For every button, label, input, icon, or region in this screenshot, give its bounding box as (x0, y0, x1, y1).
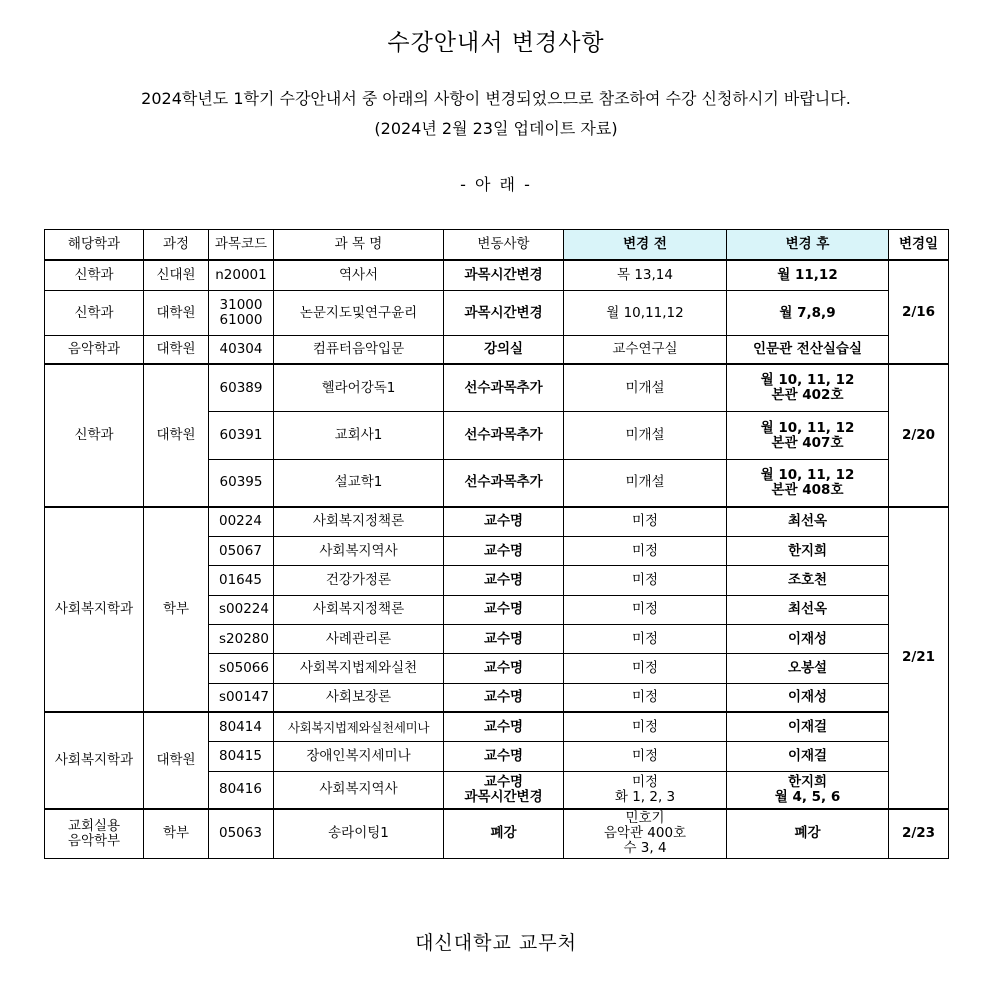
update-note: (2024년 2월 23일 업데이트 자료) (374, 119, 618, 138)
after-line: 본관 408호 (771, 481, 844, 498)
cell-before (564, 809, 727, 859)
cell-name: 사회복지법제와실천세미나 (274, 712, 444, 741)
cell-code: n20001 (209, 260, 274, 290)
cell-change: 선수과목추가 (444, 364, 564, 412)
cell-date: 2/20 (889, 364, 949, 507)
cell-change: 교수명 (444, 654, 564, 683)
table-row (45, 260, 949, 290)
table-row (45, 290, 949, 336)
cell-dept: 사회복지학과 (45, 712, 144, 808)
change-line: 과목시간변경 (464, 788, 543, 805)
header-course: 과정 (144, 230, 209, 260)
cell-after: 최선옥 (727, 507, 889, 536)
cell-change: 교수명 (444, 712, 564, 741)
cell-change: 선수과목추가 (444, 459, 564, 507)
cell-date: 2/16 (889, 260, 949, 364)
cell-after: 폐강 (727, 809, 889, 859)
cell-change: 교수명 (444, 595, 564, 624)
cell-after (727, 412, 889, 460)
cell-after: 조호천 (727, 566, 889, 595)
cell-dept: 신학과 (45, 260, 144, 290)
cell-after: 인문관 전산실습실 (727, 336, 889, 364)
cell-course: 학부 (144, 809, 209, 859)
cell-code (209, 290, 274, 336)
cell-code: 05063 (209, 809, 274, 859)
cell-after: 이재성 (727, 683, 889, 712)
below-label: - 아 래 - (460, 175, 532, 194)
cell-after: 이재걸 (727, 742, 889, 771)
page-title: 수강안내서 변경사항 (387, 30, 605, 56)
cell-name: 역사서 (274, 260, 444, 290)
cell-code: s00224 (209, 595, 274, 624)
cell-date: 2/23 (889, 809, 949, 859)
cell-code: 60389 (209, 364, 274, 412)
cell-after (727, 459, 889, 507)
cell-course: 학부 (144, 507, 209, 713)
cell-before: 미정 (564, 712, 727, 741)
cell-code: 05067 (209, 536, 274, 565)
cell-code: 80416 (209, 771, 274, 808)
header-code: 과목코드 (209, 230, 274, 260)
cell-dept: 신학과 (45, 364, 144, 507)
before-line: 음악관 400호 (603, 825, 687, 842)
code-line: 31000 (219, 297, 263, 314)
cell-name: 논문지도및연구윤리 (274, 290, 444, 336)
cell-before (564, 771, 727, 808)
cell-change: 교수명 (444, 566, 564, 595)
cell-code: 60395 (209, 459, 274, 507)
cell-course: 대학원 (144, 712, 209, 808)
cell-before: 미정 (564, 654, 727, 683)
cell-code: 01645 (209, 566, 274, 595)
cell-change: 과목시간변경 (444, 290, 564, 336)
notice-text: 2024학년도 1학기 수강안내서 중 아래의 사항이 변경되었으므로 참조하여 수강 신청하시기 바랍니다. (141, 89, 851, 108)
before-line: 민호기 (625, 810, 665, 827)
cell-code: s05066 (209, 654, 274, 683)
cell-code: s20280 (209, 624, 274, 653)
header-name: 과 목 명 (274, 230, 444, 260)
cell-name: 송라이팅1 (274, 809, 444, 859)
cell-before: 미정 (564, 566, 727, 595)
after-line: 월 10, 11, 12 (760, 419, 855, 436)
cell-after: 이재성 (727, 624, 889, 653)
cell-dept: 신학과 (45, 290, 144, 336)
cell-code: 60391 (209, 412, 274, 460)
after-line: 한지희 (787, 773, 828, 790)
cell-name: 사회복지정책론 (274, 595, 444, 624)
dept-line: 음악학부 (67, 832, 121, 849)
table-row (45, 364, 949, 412)
before-line: 화 1, 2, 3 (614, 788, 676, 805)
cell-change: 교수명 (444, 507, 564, 536)
after-line: 본관 402호 (771, 387, 844, 404)
before-line: 수 3, 4 (623, 840, 667, 857)
cell-change: 폐강 (444, 809, 564, 859)
header-after: 변경 후 (727, 230, 889, 260)
cell-after: 월 11,12 (727, 260, 889, 290)
cell-change: 교수명 (444, 742, 564, 771)
cell-before: 미정 (564, 507, 727, 536)
cell-code: 80414 (209, 712, 274, 741)
cell-change: 교수명 (444, 624, 564, 653)
cell-name: 사회복지법제와실천 (274, 654, 444, 683)
before-line: 미정 (631, 773, 659, 790)
change-line: 교수명 (483, 773, 524, 790)
after-line: 본관 407호 (771, 434, 844, 451)
cell-before: 미정 (564, 624, 727, 653)
cell-change: 과목시간변경 (444, 260, 564, 290)
cell-after (727, 364, 889, 412)
cell-course: 대학원 (144, 290, 209, 336)
cell-name: 사회복지역사 (274, 536, 444, 565)
cell-change: 강의실 (444, 336, 564, 364)
header-date: 변경일 (889, 230, 949, 260)
cell-before: 월 10,11,12 (564, 290, 727, 336)
header-dept: 해당학과 (45, 230, 144, 260)
cell-name: 사회보장론 (274, 683, 444, 712)
cell-course: 대학원 (144, 364, 209, 507)
table-row (45, 809, 949, 859)
cell-dept: 음악학과 (45, 336, 144, 364)
cell-before: 미정 (564, 742, 727, 771)
cell-before: 미정 (564, 536, 727, 565)
after-line: 월 10, 11, 12 (760, 372, 855, 389)
cell-change: 교수명 (444, 536, 564, 565)
cell-name: 교회사1 (274, 412, 444, 460)
cell-code: 40304 (209, 336, 274, 364)
table-row (45, 712, 949, 741)
cell-name: 사례관리론 (274, 624, 444, 653)
cell-before: 교수연구실 (564, 336, 727, 364)
after-line: 월 10, 11, 12 (760, 466, 855, 483)
cell-after: 이재걸 (727, 712, 889, 741)
cell-name: 사회복지정책론 (274, 507, 444, 536)
cell-change: 교수명 (444, 683, 564, 712)
header-change: 변동사항 (444, 230, 564, 260)
table-row (45, 507, 949, 536)
cell-after: 한지희 (727, 536, 889, 565)
cell-after: 월 7,8,9 (727, 290, 889, 336)
header-before: 변경 전 (564, 230, 727, 260)
cell-code: s00147 (209, 683, 274, 712)
footer-issuer: 대신대학교 교무처 (415, 932, 577, 954)
cell-before: 미개설 (564, 459, 727, 507)
cell-after: 오봉설 (727, 654, 889, 683)
cell-code: 00224 (209, 507, 274, 536)
table-header-row (45, 230, 949, 260)
cell-change: 선수과목추가 (444, 412, 564, 460)
dept-line: 교회실용 (67, 817, 121, 834)
cell-name: 사회복지역사 (274, 771, 444, 808)
cell-course: 대학원 (144, 336, 209, 364)
cell-before: 목 13,14 (564, 260, 727, 290)
cell-course: 신대원 (144, 260, 209, 290)
cell-before: 미정 (564, 595, 727, 624)
cell-change (444, 771, 564, 808)
cell-date: 2/21 (889, 507, 949, 809)
cell-dept (45, 809, 144, 859)
cell-name: 컴퓨터음악입문 (274, 336, 444, 364)
cell-name: 헬라어강독1 (274, 364, 444, 412)
changes-table (44, 229, 949, 859)
code-line: 61000 (219, 312, 263, 329)
cell-after: 최선옥 (727, 595, 889, 624)
cell-code: 80415 (209, 742, 274, 771)
cell-before: 미정 (564, 683, 727, 712)
after-line: 월 4, 5, 6 (774, 788, 841, 805)
cell-name: 설교학1 (274, 459, 444, 507)
cell-before: 미개설 (564, 412, 727, 460)
table-row (45, 336, 949, 364)
cell-name: 건강가정론 (274, 566, 444, 595)
cell-after (727, 771, 889, 808)
cell-before: 미개설 (564, 364, 727, 412)
cell-name: 장애인복지세미나 (274, 742, 444, 771)
cell-dept: 사회복지학과 (45, 507, 144, 713)
